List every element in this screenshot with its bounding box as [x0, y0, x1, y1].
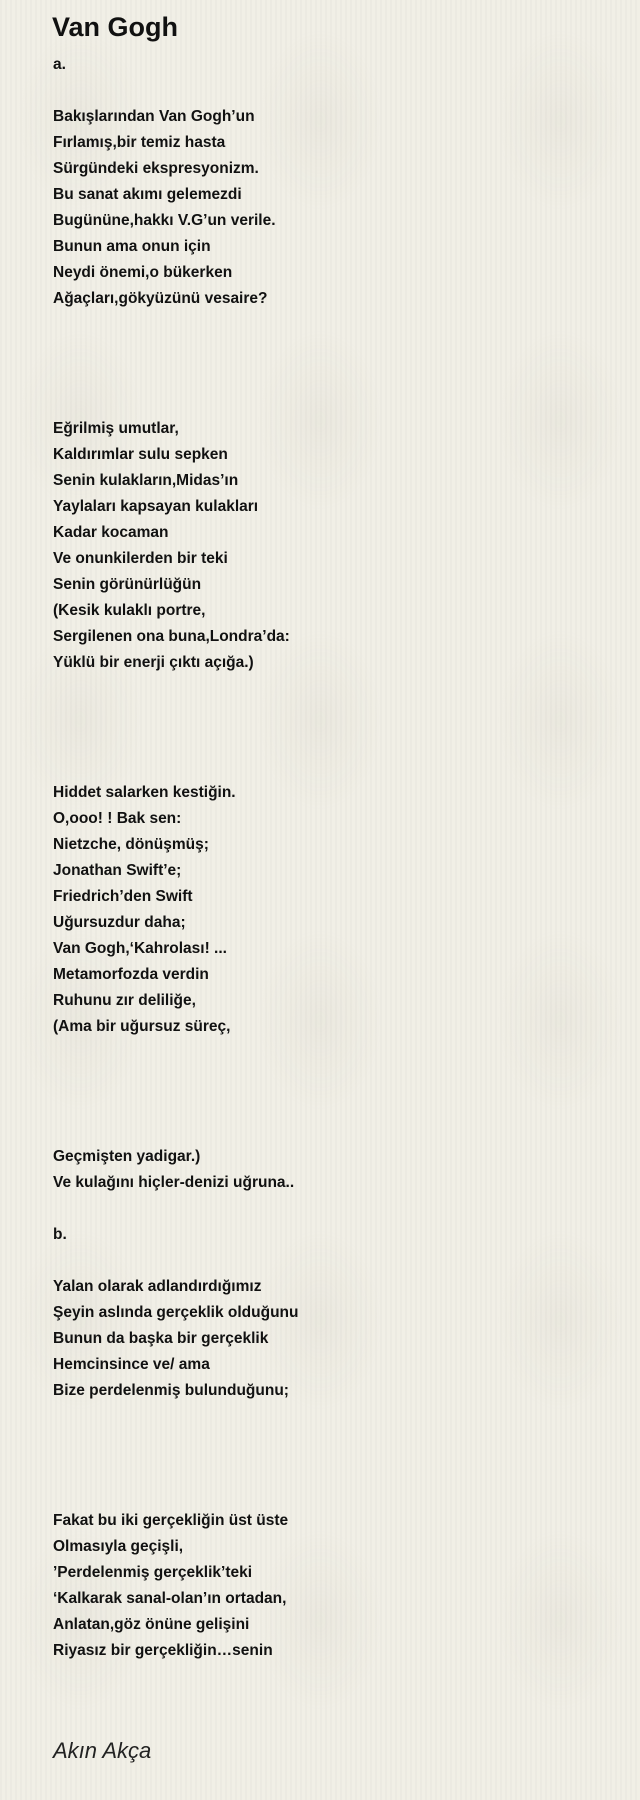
poem-line: Bize perdelenmiş bulunduğunu;	[53, 1382, 289, 1399]
poem-line	[53, 1430, 613, 1456]
poem-line: Yalan olarak adlandırdığımız	[53, 1278, 262, 1295]
poem-line: Yüklü bir enerji çıktı açığa.)	[53, 654, 254, 671]
poem-line: Yaylaları kapsayan kulakları	[53, 498, 259, 515]
poem-line	[53, 390, 613, 416]
poem-line: Neydi önemi,o bükerken	[53, 264, 233, 281]
poem-line: ‘Kalkarak sanal-olan’ın ortadan,	[53, 1590, 287, 1607]
poem-line: O,ooo! ! Bak sen:	[53, 810, 182, 827]
poem-line: Riyasız bir gerçekliğin…senin	[53, 1642, 273, 1659]
poem-body	[53, 52, 613, 1664]
poem-line: Ve onunkilerden bir teki	[53, 550, 228, 567]
poem-line	[53, 1066, 613, 1092]
poem-line	[53, 1092, 613, 1118]
poem-line	[53, 754, 613, 780]
poem-line: Anlatan,göz önüne gelişini	[53, 1616, 250, 1633]
poem-line	[53, 1482, 613, 1508]
poem-line: Fırlamış,bir temiz hasta	[53, 134, 226, 151]
poem-line	[53, 1248, 613, 1274]
poem-line: Senin kulakların,Midas’ın	[53, 472, 239, 489]
poem-line: Sürgündeki ekspresyonizm.	[53, 160, 259, 177]
poem-line: (Ama bir uğursuz süreç,	[53, 1018, 231, 1035]
poem-line	[53, 1040, 613, 1066]
poem-line: Bunun ama onun için	[53, 238, 211, 255]
poem-line: Kaldırımlar sulu sepken	[53, 446, 228, 463]
poem-line: Jonathan Swift’e;	[53, 862, 182, 879]
poem-line: a.	[53, 56, 66, 73]
poem-line: Kadar kocaman	[53, 524, 169, 541]
poem-line: Ve kulağını hiçler-denizi uğruna..	[53, 1174, 295, 1191]
poem-title: Van Gogh	[52, 12, 179, 42]
poem-line: Eğrilmiş umutlar,	[53, 420, 179, 437]
poem-line: Fakat bu iki gerçekliğin üst üste	[53, 1512, 289, 1529]
poem-line: Metamorfozda verdin	[53, 966, 209, 983]
poem-line: Bunun da başka bir gerçeklik	[53, 1330, 269, 1347]
poem-line	[53, 364, 613, 390]
poem-line: Hiddet salarken kestiğin.	[53, 784, 236, 801]
poem-line: Olmasıyla geçişli,	[53, 1538, 184, 1555]
poem-line: Ağaçları,gökyüzünü vesaire?	[53, 290, 268, 307]
poem-line: Van Gogh,‘Kahrolası! ...	[53, 940, 227, 957]
poem-line: (Kesik kulaklı portre,	[53, 602, 206, 619]
poem-line: Hemcinsince ve/ ama	[53, 1356, 210, 1373]
poem-line	[53, 1196, 613, 1222]
poem-line	[53, 1456, 613, 1482]
poem-line: Bugününe,hakkı V.G’un verile.	[53, 212, 276, 229]
poem-line	[53, 728, 613, 754]
poem-line: ’Perdelenmiş gerçeklik’teki	[53, 1564, 253, 1581]
poem-line	[53, 312, 613, 338]
poem-author[interactable]: Akın Akça	[53, 1738, 152, 1763]
poem-line: Bu sanat akımı gelemezdi	[53, 186, 242, 203]
poem-line: Geçmişten yadigar.)	[53, 1148, 201, 1165]
poem-line: Ruhunu zır deliliğe,	[53, 992, 196, 1009]
poem-line: Senin görünürlüğün	[53, 576, 202, 593]
poem-line: b.	[53, 1226, 67, 1243]
poem-line	[53, 338, 613, 364]
poem-line: Sergilenen ona buna,Londra’da:	[53, 628, 290, 645]
poem-line	[53, 1404, 613, 1430]
poem-line: Şeyin aslında gerçeklik olduğunu	[53, 1304, 299, 1321]
poem-line: Bakışlarından Van Gogh’un	[53, 108, 255, 125]
poem-line: Friedrich’den Swift	[53, 888, 193, 905]
poem-line	[53, 702, 613, 728]
poem-line: Nietzche, dönüşmüş;	[53, 836, 209, 853]
poem-line	[53, 1118, 613, 1144]
poem-line	[53, 78, 613, 104]
poem-line	[53, 676, 613, 702]
poem-line: Uğursuzdur daha;	[53, 914, 186, 931]
